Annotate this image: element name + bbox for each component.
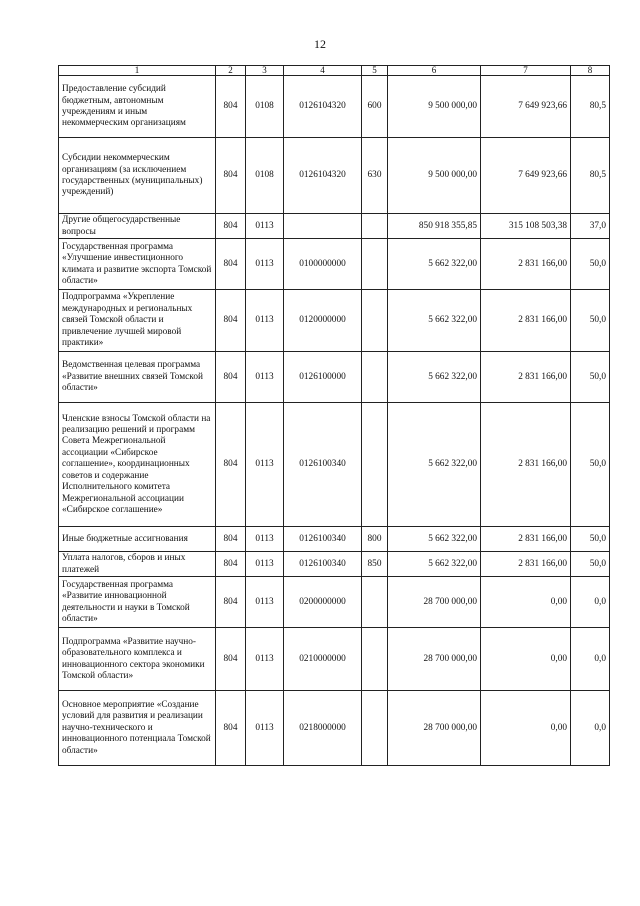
table-row <box>59 138 610 214</box>
row-name: Предоставление субсидий бюджетным, автономным учреждениям и иным некоммерческим организациям <box>59 76 216 138</box>
table-row <box>59 290 610 352</box>
cell-executed: 2 831 166,00 <box>481 552 571 577</box>
cell-percent: 80,5 <box>571 138 610 214</box>
cell-expense-type <box>362 352 388 403</box>
table-body <box>59 76 610 766</box>
cell-plan: 28 700 000,00 <box>388 628 481 691</box>
cell-ministry: 804 <box>216 290 246 352</box>
budget-table <box>58 65 610 766</box>
cell-section: 0113 <box>246 239 284 290</box>
cell-target-article <box>284 214 362 239</box>
table-row <box>59 403 610 527</box>
cell-ministry: 804 <box>216 628 246 691</box>
cell-target-article: 0126100340 <box>284 527 362 552</box>
cell-executed: 0,00 <box>481 691 571 766</box>
cell-expense-type <box>362 214 388 239</box>
cell-target-article: 0200000000 <box>284 577 362 628</box>
cell-ministry: 804 <box>216 527 246 552</box>
cell-target-article: 0126104320 <box>284 76 362 138</box>
cell-percent: 50,0 <box>571 403 610 527</box>
cell-percent: 37,0 <box>571 214 610 239</box>
cell-plan: 9 500 000,00 <box>388 76 481 138</box>
cell-expense-type <box>362 691 388 766</box>
cell-ministry: 804 <box>216 138 246 214</box>
cell-ministry: 804 <box>216 76 246 138</box>
cell-plan: 5 662 322,00 <box>388 239 481 290</box>
cell-target-article: 0218000000 <box>284 691 362 766</box>
cell-target-article: 0210000000 <box>284 628 362 691</box>
cell-section: 0113 <box>246 352 284 403</box>
row-name: Подпрограмма «Укрепление международных и региональных связей Томской области и привлечение лучшей мировой практики» <box>59 290 216 352</box>
cell-target-article: 0126100340 <box>284 403 362 527</box>
cell-target-article: 0120000000 <box>284 290 362 352</box>
cell-executed: 7 649 923,66 <box>481 76 571 138</box>
table-row <box>59 628 610 691</box>
cell-expense-type: 600 <box>362 76 388 138</box>
cell-expense-type <box>362 403 388 527</box>
cell-ministry: 804 <box>216 691 246 766</box>
cell-target-article: 0126100000 <box>284 352 362 403</box>
header-cell: 1 <box>59 66 216 76</box>
cell-section: 0113 <box>246 628 284 691</box>
cell-expense-type: 850 <box>362 552 388 577</box>
cell-expense-type: 630 <box>362 138 388 214</box>
table-row <box>59 214 610 239</box>
cell-plan: 850 918 355,85 <box>388 214 481 239</box>
cell-percent: 50,0 <box>571 239 610 290</box>
cell-ministry: 804 <box>216 214 246 239</box>
header-cell: 6 <box>388 66 481 76</box>
cell-section: 0113 <box>246 552 284 577</box>
cell-ministry: 804 <box>216 577 246 628</box>
cell-ministry: 804 <box>216 552 246 577</box>
row-name: Ведомственная целевая программа «Развитие внешних связей Томской области» <box>59 352 216 403</box>
table-row <box>59 527 610 552</box>
cell-percent: 0,0 <box>571 628 610 691</box>
cell-plan: 5 662 322,00 <box>388 290 481 352</box>
table-row <box>59 691 610 766</box>
cell-executed: 2 831 166,00 <box>481 290 571 352</box>
cell-plan: 5 662 322,00 <box>388 352 481 403</box>
cell-executed: 0,00 <box>481 577 571 628</box>
row-name: Иные бюджетные ассигнования <box>59 527 216 552</box>
cell-ministry: 804 <box>216 239 246 290</box>
cell-expense-type <box>362 628 388 691</box>
row-name: Субсидии некоммерческим организациям (за исключением государственных (муниципальных) учреждений) <box>59 138 216 214</box>
cell-executed: 2 831 166,00 <box>481 527 571 552</box>
cell-percent: 50,0 <box>571 552 610 577</box>
row-name: Государственная программа «Развитие инновационной деятельности и науки в Томской области» <box>59 577 216 628</box>
cell-section: 0113 <box>246 214 284 239</box>
header-cell: 7 <box>481 66 571 76</box>
header-cell: 5 <box>362 66 388 76</box>
cell-percent: 50,0 <box>571 290 610 352</box>
cell-section: 0108 <box>246 138 284 214</box>
cell-executed: 7 649 923,66 <box>481 138 571 214</box>
cell-target-article: 0126104320 <box>284 138 362 214</box>
row-name: Государственная программа «Улучшение инвестиционного климата и развитие экспорта Томской области» <box>59 239 216 290</box>
cell-plan: 28 700 000,00 <box>388 577 481 628</box>
cell-plan: 5 662 322,00 <box>388 552 481 577</box>
cell-expense-type <box>362 290 388 352</box>
table-row <box>59 552 610 577</box>
cell-plan: 5 662 322,00 <box>388 403 481 527</box>
header-cell: 8 <box>571 66 610 76</box>
row-name: Подпрограмма «Развитие научно-образовательного комплекса и инновационного сектора экономики Томской области» <box>59 628 216 691</box>
cell-expense-type: 800 <box>362 527 388 552</box>
cell-section: 0108 <box>246 76 284 138</box>
cell-percent: 50,0 <box>571 352 610 403</box>
cell-executed: 2 831 166,00 <box>481 403 571 527</box>
cell-executed: 0,00 <box>481 628 571 691</box>
cell-percent: 80,5 <box>571 76 610 138</box>
cell-expense-type <box>362 577 388 628</box>
cell-target-article: 0100000000 <box>284 239 362 290</box>
cell-executed: 2 831 166,00 <box>481 239 571 290</box>
row-name: Членские взносы Томской области на реализацию решений и программ Совета Межрегиональной ассоциации «Сибирское соглашение», координационных советов и содержание Исполнительного комитета Межрегиональной ассоциации «Сибирское соглашение» <box>59 403 216 527</box>
header-row <box>59 66 610 76</box>
cell-executed: 2 831 166,00 <box>481 352 571 403</box>
table-row <box>59 76 610 138</box>
table-row <box>59 239 610 290</box>
cell-plan: 5 662 322,00 <box>388 527 481 552</box>
cell-section: 0113 <box>246 577 284 628</box>
row-name: Другие общегосударственные вопросы <box>59 214 216 239</box>
cell-section: 0113 <box>246 527 284 552</box>
cell-percent: 0,0 <box>571 691 610 766</box>
header-cell: 3 <box>246 66 284 76</box>
row-name: Основное мероприятие «Создание условий для развития и реализации научно-технического и инновационного потенциала Томской области» <box>59 691 216 766</box>
cell-percent: 0,0 <box>571 577 610 628</box>
table-row <box>59 352 610 403</box>
cell-percent: 50,0 <box>571 527 610 552</box>
cell-section: 0113 <box>246 403 284 527</box>
cell-section: 0113 <box>246 290 284 352</box>
row-name: Уплата налогов, сборов и иных платежей <box>59 552 216 577</box>
cell-section: 0113 <box>246 691 284 766</box>
cell-ministry: 804 <box>216 403 246 527</box>
cell-ministry: 804 <box>216 352 246 403</box>
cell-plan: 9 500 000,00 <box>388 138 481 214</box>
header-cell: 2 <box>216 66 246 76</box>
cell-target-article: 0126100340 <box>284 552 362 577</box>
cell-expense-type <box>362 239 388 290</box>
page-number: 12 <box>314 37 326 51</box>
header-cell: 4 <box>284 66 362 76</box>
table-row <box>59 577 610 628</box>
cell-plan: 28 700 000,00 <box>388 691 481 766</box>
cell-executed: 315 108 503,38 <box>481 214 571 239</box>
